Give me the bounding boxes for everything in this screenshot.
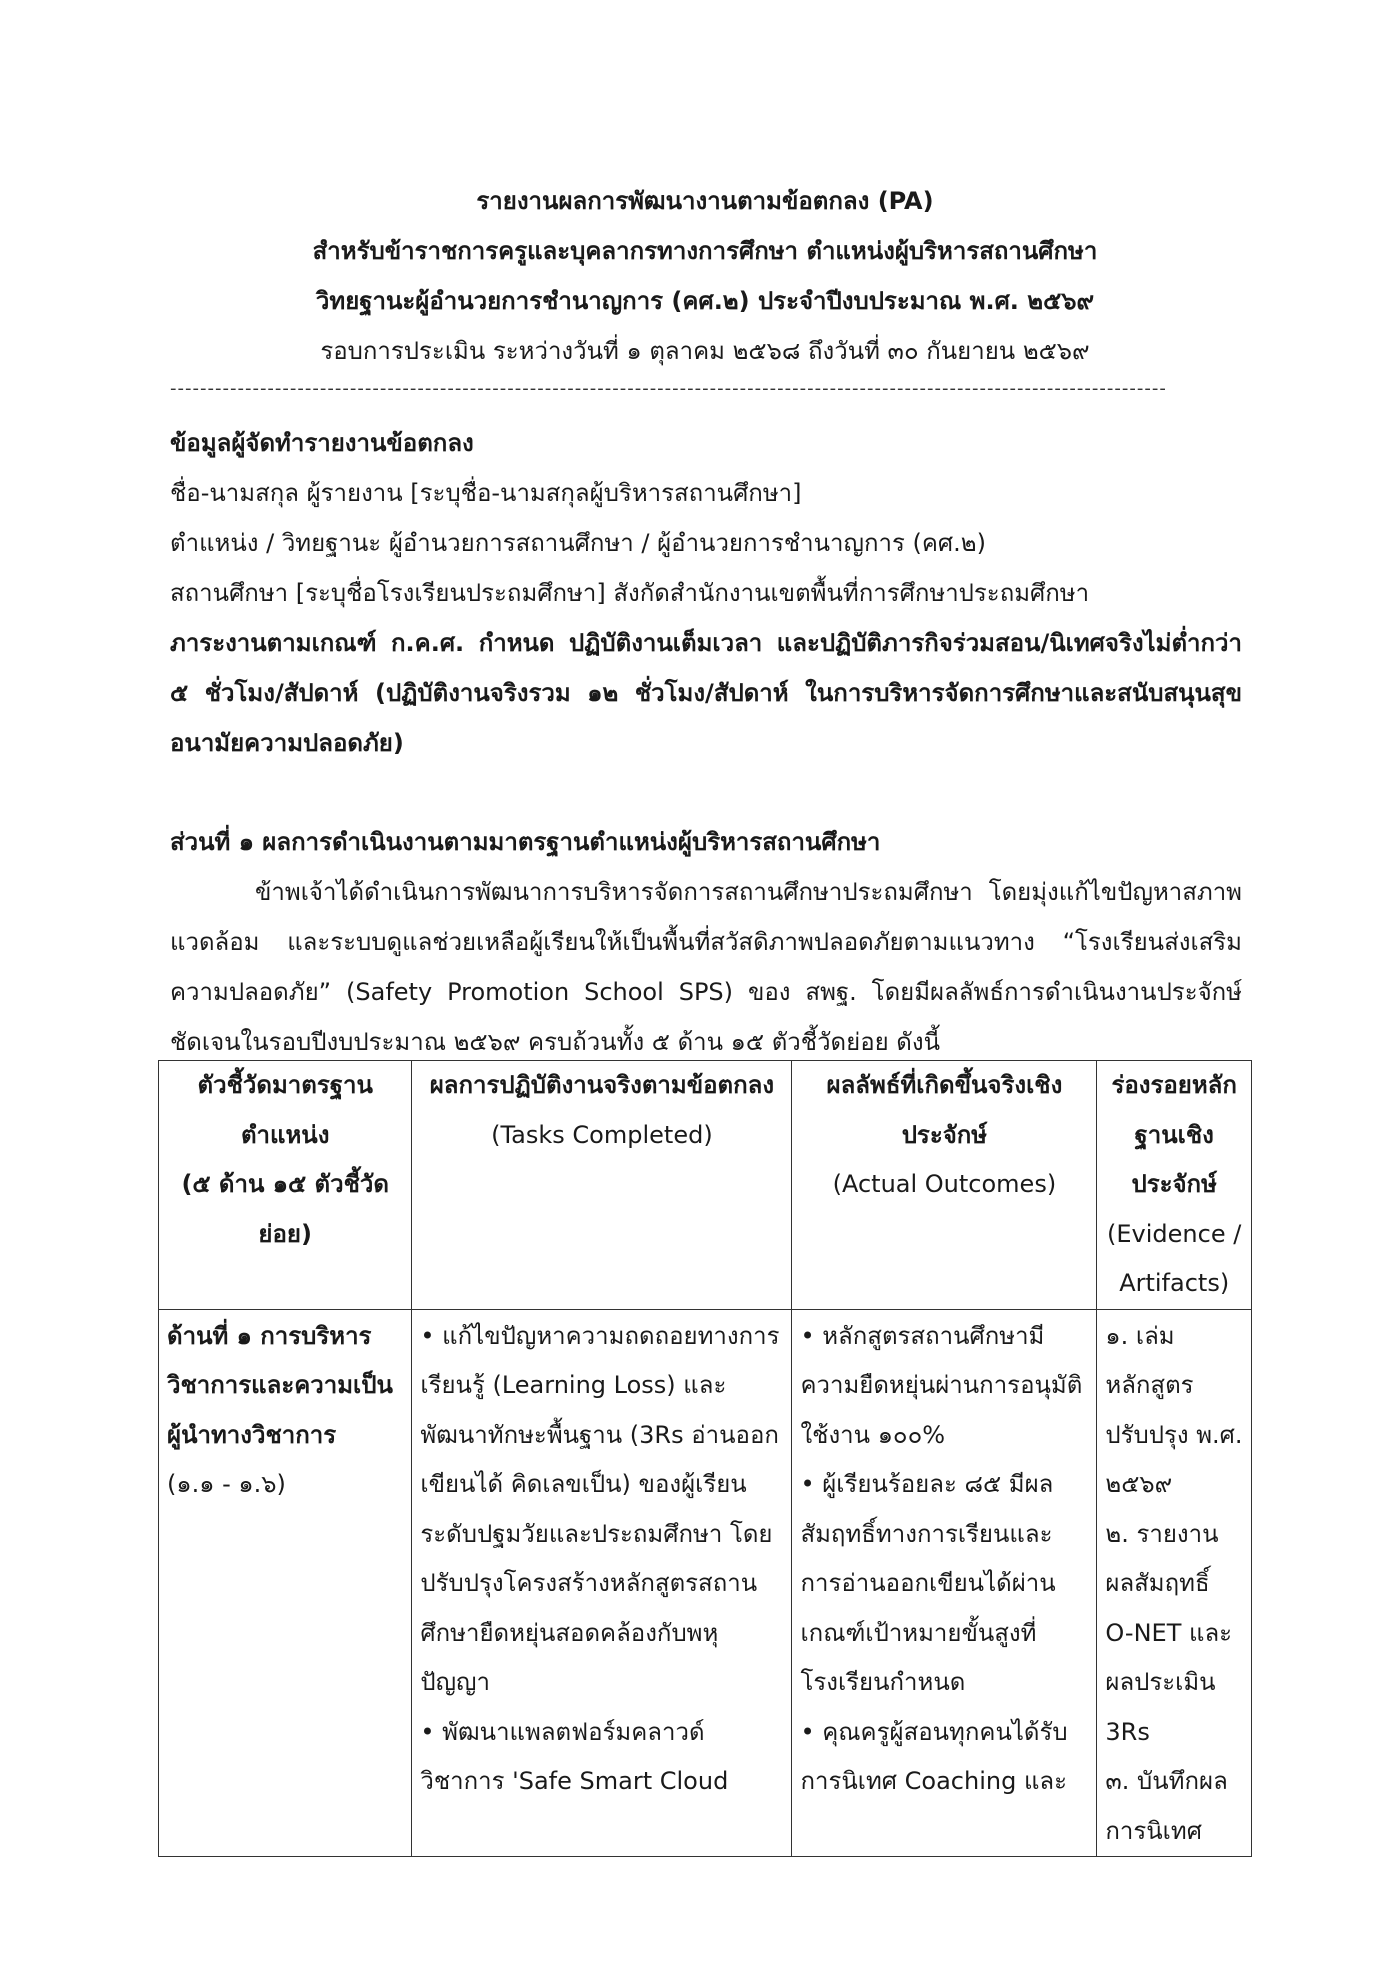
- header-indicator-line3: (๕ ด้าน ๑๕ ตัวชี้วัดย่อย): [181, 1170, 389, 1248]
- report-subtitle: สำหรับข้าราชการครูและบุคลากรทางการศึกษา ตำแหน่งผู้บริหารสถานศึกษา: [312, 237, 1098, 265]
- header-outcomes-line1: ผลลัพธ์ที่เกิดขึ้นจริงเชิงประจักษ์: [826, 1071, 1063, 1149]
- cell-tasks: [412, 1309, 792, 1857]
- header-outcomes-line2: (Actual Outcomes): [832, 1170, 1057, 1198]
- table-header-row: [159, 1061, 1252, 1310]
- header-evidence: [1097, 1061, 1252, 1310]
- indicator-table: [158, 1060, 1252, 1857]
- header-tasks-line2: (Tasks Completed): [491, 1120, 713, 1149]
- task-item: • แก้ไขปัญหาความถดถอยทางการเรียนรู้ (Learning Loss) และพัฒนาทักษะพื้นฐาน (3Rs อ่านออก เขียนได้ คิดเลขเป็น) ของผู้เรียนระดับปฐมวัยและประถมศึกษา โดยปรับปรุงโครงสร้างหลักสูตรสถานศึกษายืดหยุ่นสอดคล้องกับพหุปัญญา: [420, 1321, 780, 1696]
- dimension-title: ด้านที่ ๑ การบริหารวิชาการและความเป็นผู้นำทางวิชาการ: [167, 1321, 393, 1449]
- header-tasks-line1: ผลการปฏิบัติงานจริงตามข้อตกลง: [429, 1071, 775, 1099]
- header-indicator-line1: ตัวชี้วัดมาตรฐาน: [197, 1071, 373, 1099]
- report-title: รายงานผลการพัฒนางานตามข้อตกลง (PA): [476, 187, 934, 215]
- dimension-range: (๑.๑ - ๑.๖): [167, 1470, 286, 1498]
- outcome-item: • หลักสูตรสถานศึกษามีความยืดหยุ่นผ่านการอนุมัติใช้งาน ๑๐๐%: [800, 1321, 1083, 1449]
- outcome-item: • ผู้เรียนร้อยละ ๘๕ มีผลสัมฤทธิ์ทางการเรียนและการอ่านออกเขียนได้ผ่านเกณฑ์เป้าหมายขั้นสูงที่โรงเรียนกำหนด: [800, 1470, 1056, 1696]
- table-row: [159, 1309, 1252, 1857]
- info-position: ตำแหน่ง / วิทยฐานะ ผู้อำนวยการสถานศึกษา / ผู้อำนวยการชำนาญการ (คศ.๒): [170, 529, 986, 557]
- info-workload: ภาระงานตามเกณฑ์ ก.ค.ศ. กำหนด ปฏิบัติงานเต็มเวลา และปฏิบัติภารกิจร่วมสอน/นิเทศจริงไม่ต่ำกว่า ๕ ชั่วโมง/สัปดาห์ (ปฏิบัติงานจริงรวม ๑๒ ชั่วโมง/สัปดาห์ ในการบริหารจัดการศึกษาและสนับสนุนสุขอนามัยความปลอดภัย): [170, 629, 1242, 757]
- header-indicator-line2: ตำแหน่ง: [240, 1120, 330, 1149]
- info-name: ชื่อ-นามสกุล ผู้รายงาน [ระบุชื่อ-นามสกุลผู้บริหารสถานศึกษา]: [170, 479, 802, 507]
- header-evidence-line2: (Evidence / Artifacts): [1107, 1219, 1242, 1297]
- cell-outcomes: [792, 1309, 1097, 1857]
- report-period: รอบการประเมิน ระหว่างวันที่ ๑ ตุลาคม ๒๕๖๘ ถึงวันที่ ๓๐ กันยายน ๒๕๖๙: [320, 337, 1090, 365]
- evidence-item: ๒. รายงานผลสัมฤทธิ์ O-NET และผลประเมิน 3Rs: [1105, 1519, 1233, 1746]
- header-tasks: [412, 1061, 792, 1310]
- header-outcomes: [792, 1061, 1097, 1310]
- header-indicator: [159, 1061, 412, 1310]
- dashed-divider: -------------------------------------------------------------------------------------------------------------------------------------: [170, 378, 1167, 399]
- evidence-item: ๑. เล่มหลักสูตรปรับปรุง พ.ศ. ๒๕๖๙: [1105, 1321, 1243, 1498]
- evidence-item: ๓. บันทึกผลการนิเทศ: [1105, 1767, 1228, 1845]
- info-heading: ข้อมูลผู้จัดทำรายงานข้อตกลง: [170, 429, 474, 457]
- task-item: • พัฒนาแพลตฟอร์มคลาวด์วิชาการ 'Safe Smart Cloud: [420, 1717, 729, 1795]
- report-rank-line: วิทยฐานะผู้อำนวยการชำนาญการ (คศ.๒) ประจำปีงบประมาณ พ.ศ. ๒๕๖๙: [315, 287, 1095, 315]
- info-school: สถานศึกษา [ระบุชื่อโรงเรียนประถมศึกษา] สังกัดสำนักงานเขตพื้นที่การศึกษาประถมศึกษา: [170, 579, 1090, 607]
- report-header: [170, 176, 1240, 376]
- reporter-info: [170, 418, 1242, 768]
- section-1-paragraph: ข้าพเจ้าได้ดำเนินการพัฒนาการบริหารจัดการสถานศึกษาประถมศึกษา โดยมุ่งแก้ไขปัญหาสภาพแวดล้อม และระบบดูแลช่วยเหลือผู้เรียนให้เป็นพื้นที่สวัสดิภาพปลอดภัยตามแนวทาง “โรงเรียนส่งเสริมความปลอดภัย” (Safety Promotion School SPS) ของ สพฐ. โดยมีผลลัพธ์การดำเนินงานประจักษ์ชัดเจนในรอบปีงบประมาณ ๒๕๖๙ ครบถ้วนทั้ง ๕ ด้าน ๑๕ ตัวชี้วัดย่อย ดังนี้: [170, 878, 1242, 1056]
- cell-evidence: [1097, 1309, 1252, 1857]
- cell-dimension: [159, 1309, 412, 1857]
- section-1-title: ส่วนที่ ๑ ผลการดำเนินงานตามมาตรฐานตำแหน่งผู้บริหารสถานศึกษา: [170, 828, 881, 856]
- outcome-item: • คุณครูผู้สอนทุกคนได้รับการนิเทศ Coaching และ: [800, 1717, 1068, 1795]
- section-1: [170, 817, 1242, 1067]
- header-evidence-line1: ร่องรอยหลักฐานเชิงประจักษ์: [1111, 1071, 1237, 1198]
